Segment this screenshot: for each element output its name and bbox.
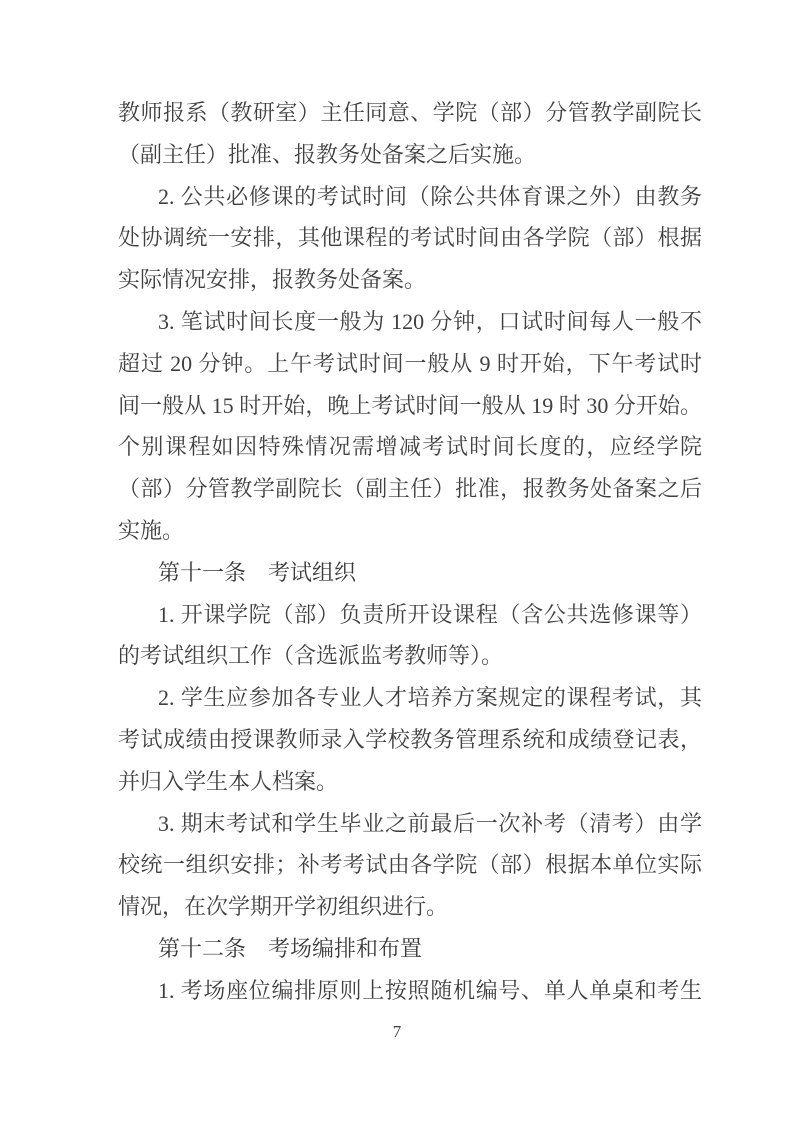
document-body	[118, 92, 702, 1012]
text-line: 1. 开课学院（部）负责所开设课程（含公共选修课等）	[158, 601, 702, 627]
text-line: 校统一组织安排；补考考试由各学院（部）根据本单位实际	[118, 852, 702, 878]
page-number: 7	[392, 1022, 402, 1041]
text-line: 并归入学生本人档案。	[118, 768, 339, 794]
text-line: （副主任）批准、报教务处备案之后实施。	[118, 141, 537, 167]
paragraph	[118, 301, 702, 552]
text-line: 实际情况安排，报教务处备案。	[118, 267, 427, 293]
text-line: 个别课程如因特殊情况需增减考试时间长度的，应经学院	[118, 434, 702, 460]
paragraph	[118, 803, 702, 928]
page-footer	[0, 1020, 794, 1044]
text-line: 间一般从 15 时开始，晚上考试时间一般从 19 时 30 分开始。	[118, 392, 702, 418]
text-line: 实施。	[118, 517, 185, 543]
paragraph	[118, 677, 702, 802]
paragraph	[118, 92, 702, 176]
text-line: （部）分管教学副院长（副主任）批准，报教务处备案之后	[118, 476, 702, 502]
text-line: 1. 考场座位编排原则上按照随机编号、单人单桌和考生	[158, 977, 702, 1003]
text-line: 考试成绩由授课教师录入学校教务管理系统和成绩登记表，	[118, 726, 702, 752]
paragraph	[118, 594, 702, 678]
text-line: 的考试组织工作（含选派监考教师等）。	[118, 643, 504, 669]
text-line: 教师报系（教研室）主任同意、学院（部）分管教学副院长	[118, 100, 702, 125]
paragraph	[118, 176, 702, 301]
text-line: 3. 笔试时间长度一般为 120 分钟，口试时间每人一般不	[158, 308, 702, 334]
text-line: 第十一条 考试组织	[158, 559, 357, 585]
text-line: 第十二条 考场编排和布置	[158, 935, 423, 961]
text-line: 超过 20 分钟。上午考试时间一般从 9 时开始，下午考试时	[118, 350, 702, 376]
section-heading	[118, 552, 702, 594]
text-line: 情况，在次学期开学初组织进行。	[118, 894, 449, 920]
text-line: 2. 公共必修课的考试时间（除公共体育课之外）由教务	[158, 183, 702, 209]
text-line: 3. 期末考试和学生毕业之前最后一次补考（清考）由学	[158, 810, 702, 836]
section-heading	[118, 928, 702, 970]
text-line: 处协调统一安排，其他课程的考试时间由各学院（部）根据	[118, 225, 702, 251]
text-line: 2. 学生应参加各专业人才培养方案规定的课程考试，其	[158, 685, 702, 711]
paragraph	[118, 970, 702, 1012]
